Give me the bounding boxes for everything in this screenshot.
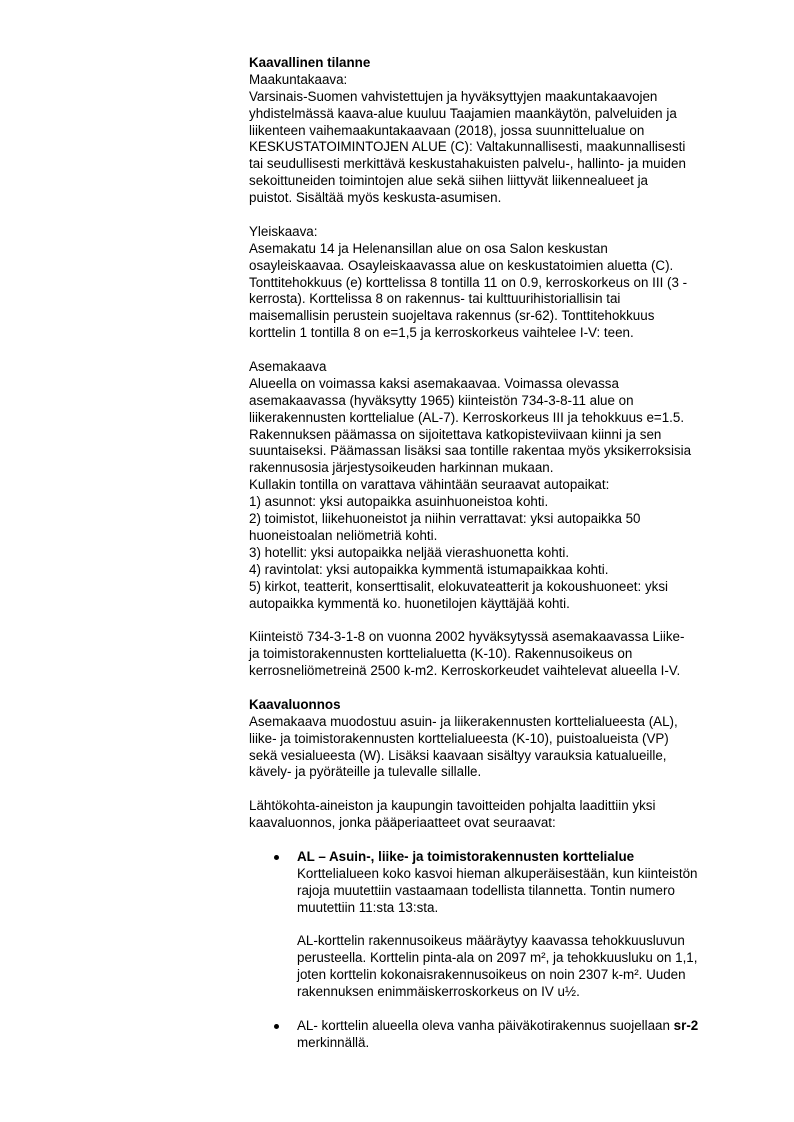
text-line: 5) kirkot, teatterit, konserttisalit, elokuvateatterit ja kokoushuoneet: yksi (249, 578, 669, 594)
bullet-heading: AL – Asuin-, liike- ja toimistorakennusten korttelialue (297, 848, 635, 864)
text-line: liikerakennusten korttelialue (AL-7). Kerroskorkeus III ja tehokkuus e=1.5. (249, 409, 685, 425)
kiinteisto-block (249, 629, 739, 680)
bullet-body (297, 849, 739, 1001)
spacer (249, 1001, 739, 1018)
text-line: Tonttitehokkuus (e) korttelissa 8 tontilla 11 on 0.9, kerroskorkeus on III (3 - (249, 274, 688, 290)
text-line: kerrosneliömetreinä 2500 k-m2. Kerroskorkeudet vaihtelevat alueella I-V. (249, 663, 681, 679)
text-line: yhdistelmässä kaava-alue kuuluu Taajamien maankäytön, palveluiden ja (249, 105, 677, 121)
text-line: Lähtökohta-aineiston ja kaupungin tavoitteiden pohjalta laadittiin yksi (249, 798, 656, 814)
spacer (249, 781, 739, 798)
text-line: merkinnällä. (297, 1034, 370, 1050)
bullet-icon (249, 849, 297, 1001)
text-line: sekoittuneiden toimintojen alue sekä siihen liittyvät liikennealueet ja (249, 173, 648, 189)
text-line: kävely- ja pyöräteille ja tulevalle sillalle. (249, 764, 482, 780)
text-line: kerrosta). Korttelissa 8 on rakennus- tai kulttuurihistoriallisin tai (249, 291, 621, 307)
text-line: suuntaiseksi. Päämassan lisäksi saa tontille rakentaa myös yksikerroksisia (249, 443, 692, 459)
text-line: tai seudullisesti merkittävä keskustahakuisten palvelu-, hallinto- ja muiden (249, 156, 686, 172)
text-line: Asemakatu 14 ja Helenansillan alue on osa Salon keskustan (249, 240, 608, 256)
spacer (249, 612, 739, 629)
text-line: maisemallisin perustein suojeltava rakennus (sr-62). Tonttitehokkuus (249, 308, 655, 324)
text-line: 1) asunnot: yksi autopaikka asuinhuoneistoa kohti. (249, 494, 549, 510)
text-line: osayleiskaavaa. Osayleiskaavassa alue on keskustatoimien aluetta (C). (249, 257, 674, 273)
text-line: 4) ravintolat: yksi autopaikka kymmentä istumapaikkaa kohti. (249, 561, 609, 577)
spacer (249, 680, 739, 697)
sr-2-marking: sr-2 (673, 1017, 699, 1033)
text-line: Kiinteistö 734-3-1-8 on vuonna 2002 hyväksytyssä asemakaavassa Liike- (249, 629, 685, 645)
text-line: huoneistoalan neliömetriä kohti. (249, 527, 438, 543)
text-line (297, 1018, 739, 1035)
text-line: Korttelialueen koko kasvoi hieman alkuperäisestään, kun kiinteistön (297, 865, 698, 881)
text-line: puistot. Sisältää myös keskusta-asumisen. (249, 190, 502, 206)
document-page (249, 55, 739, 1052)
asemakaava-block (249, 359, 739, 612)
text-line: 2) toimistot, liikehuoneistot ja niihin verrattavat: yksi autopaikka 50 (249, 511, 641, 527)
bullet-icon (249, 1018, 297, 1052)
text-line: rakennuksen enimmäiskerroskorkeus on IV u½. (297, 983, 580, 999)
text-line: Alueella on voimassa kaksi asemakaavaa. Voimassa olevassa (249, 375, 619, 391)
text-span: AL- korttelin alueella oleva vanha päiväkotirakennus suojellaan (297, 1017, 674, 1033)
bullet-body (297, 1018, 739, 1052)
yleiskaava-block (249, 224, 739, 342)
text-line: Rakennuksen päämassa on sijoitettava katkopisteviivaan kiinni ja sen (249, 426, 662, 442)
text-line: Kullakin tontilla on varattava vähintään seuraavat autopaikat: (249, 477, 610, 493)
text-line: rajoja muutettiin vastaamaan todellista tilannetta. Tontin numero (297, 882, 675, 898)
bullet-item-suojelu (249, 1018, 739, 1052)
kaavaluonnos-block (249, 714, 739, 782)
text-line: joten korttelin kokonaisrakennusoikeus on noin 2307 k-m². Uuden (297, 967, 686, 983)
bullet-item-al (249, 849, 739, 1001)
text-line: AL-korttelin rakennusoikeus määräytyy kaavassa tehokkuusluvun (297, 933, 685, 949)
text-line: liikenteen vaihemaakuntakaavaan (2018), jossa suunnittelualue on (249, 122, 645, 138)
kaavaluonnos-intro (249, 798, 739, 832)
text-line: Asemakaava (249, 359, 327, 375)
text-line: kaavaluonnos, jonka pääperiaatteet ovat seuraavat: (249, 815, 556, 831)
text-line: Yleiskaava: (249, 223, 318, 239)
spacer (297, 916, 739, 933)
text-line: asemakaavassa (hyväksytty 1965) kiinteistön 734-3-8-11 alue on (249, 392, 634, 408)
text-line: perusteella. Korttelin pinta-ala on 2097 m², ja tehokkuusluku on 1,1, (297, 950, 698, 966)
spacer (249, 342, 739, 359)
text-line: rakennusosia järjestysoikeuden harkinnan mukaan. (249, 460, 554, 476)
text-line: korttelin 1 tontilla 8 on e=1,5 ja kerroskorkeus vaihtelee I-V: teen. (249, 325, 634, 341)
text-line: autopaikka kymmentä ko. huonetilojen käyttäjää kohti. (249, 595, 570, 611)
section-title-kaavaluonnos: Kaavaluonnos (249, 696, 341, 712)
text-line: Varsinais-Suomen vahvistettujen ja hyväksyttyjen maakuntakaavojen (249, 88, 658, 104)
text-line: muutettiin 11:sta 13:sta. (297, 899, 439, 915)
spacer (249, 207, 739, 224)
text-line: ja toimistorakennusten korttelialuetta (K-10). Rakennusoikeus on (249, 646, 633, 662)
section-title-kaavallinen-tilanne: Kaavallinen tilanne (249, 55, 371, 70)
text-line: Asemakaava muodostuu asuin- ja liikerakennusten korttelialueesta (AL), (249, 713, 678, 729)
text-line: 3) hotellit: yksi autopaikka neljää vierashuonetta kohti. (249, 544, 570, 560)
spacer (249, 832, 739, 849)
text-line: KESKUSTATOIMINTOJEN ALUE (C): Valtakunnallisesti, maakunnallisesti (249, 139, 686, 155)
maakuntakaava-block (249, 72, 739, 207)
text-line: sekä vesialueesta (W). Lisäksi kaavaan sisältyy varauksia katualueille, (249, 747, 667, 763)
text-line: liike- ja toimistorakennusten korttelialueesta (K-10), puistoalueista (VP) (249, 730, 669, 746)
text-line: Maakuntakaava: (249, 71, 348, 87)
